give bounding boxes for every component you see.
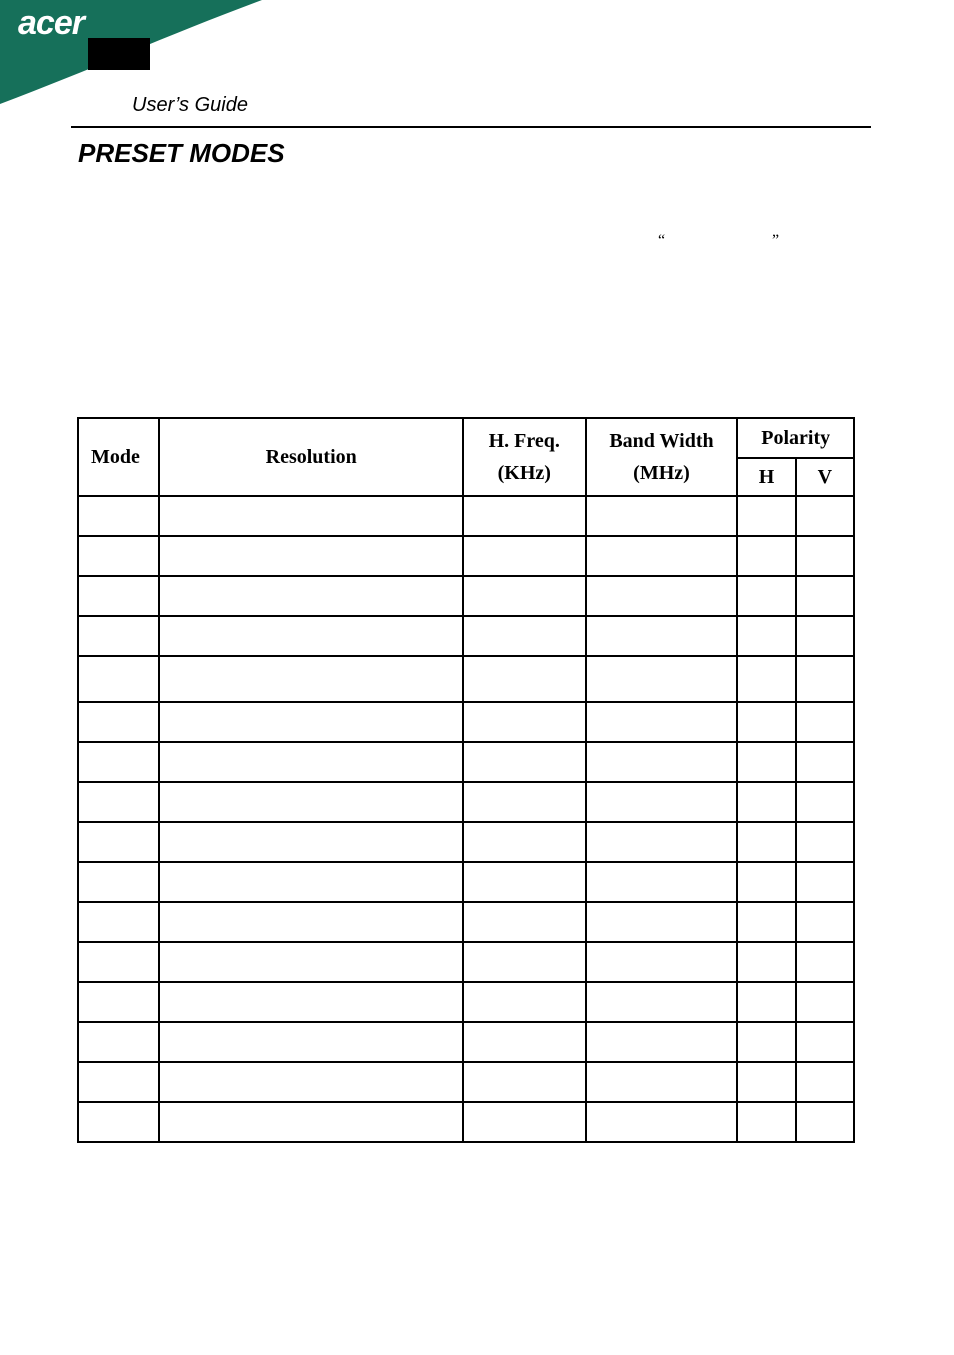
- cell-mode: [78, 496, 159, 536]
- cell-resolution: [159, 616, 463, 656]
- cell-mode: [78, 782, 159, 822]
- cell-hfreq: [463, 1102, 586, 1142]
- cell-hfreq: [463, 742, 586, 782]
- cell-hfreq: [463, 902, 586, 942]
- cell-bandwidth: [586, 576, 738, 616]
- header-bandwidth: [586, 418, 738, 496]
- page-number-box: [88, 38, 150, 70]
- table-row: [78, 1062, 854, 1102]
- table-row: [78, 782, 854, 822]
- cell-v: [796, 1022, 854, 1062]
- cell-resolution: [159, 702, 463, 742]
- cell-mode: [78, 656, 159, 702]
- cell-v: [796, 576, 854, 616]
- header-rule: [71, 126, 871, 128]
- cell-resolution: [159, 656, 463, 702]
- cell-mode: [78, 862, 159, 902]
- cell-bandwidth: [586, 982, 738, 1022]
- cell-resolution: [159, 862, 463, 902]
- cell-v: [796, 656, 854, 702]
- header-resolution: Resolution: [159, 418, 463, 496]
- cell-mode: [78, 1062, 159, 1102]
- cell-hfreq: [463, 616, 586, 656]
- guide-label: User’s Guide: [132, 94, 248, 116]
- cell-bandwidth: [586, 616, 738, 656]
- cell-h: [737, 1062, 795, 1102]
- table-row: [78, 742, 854, 782]
- quote-open: “: [658, 232, 666, 249]
- cell-hfreq: [463, 782, 586, 822]
- table-row: [78, 656, 854, 702]
- cell-v: [796, 536, 854, 576]
- cell-mode: [78, 902, 159, 942]
- table-body: [78, 496, 854, 1142]
- cell-v: [796, 782, 854, 822]
- cell-h: [737, 742, 795, 782]
- header-bandwidth-line1: Band Width: [609, 430, 714, 452]
- cell-resolution: [159, 982, 463, 1022]
- cell-resolution: [159, 536, 463, 576]
- cell-h: [737, 982, 795, 1022]
- cell-hfreq: [463, 576, 586, 616]
- cell-bandwidth: [586, 742, 738, 782]
- cell-bandwidth: [586, 656, 738, 702]
- header-hfreq-line2: (KHz): [497, 462, 551, 484]
- cell-bandwidth: [586, 536, 738, 576]
- cell-mode: [78, 702, 159, 742]
- header-polarity-h: H: [737, 458, 795, 496]
- cell-h: [737, 702, 795, 742]
- cell-hfreq: [463, 942, 586, 982]
- table-row: [78, 496, 854, 536]
- cell-v: [796, 1062, 854, 1102]
- cell-h: [737, 656, 795, 702]
- cell-h: [737, 616, 795, 656]
- table-row: [78, 942, 854, 982]
- cell-bandwidth: [586, 1022, 738, 1062]
- cell-v: [796, 1102, 854, 1142]
- cell-resolution: [159, 782, 463, 822]
- cell-mode: [78, 1022, 159, 1062]
- table-row: [78, 862, 854, 902]
- cell-hfreq: [463, 656, 586, 702]
- cell-mode: [78, 822, 159, 862]
- cell-mode: [78, 536, 159, 576]
- cell-h: [737, 576, 795, 616]
- header-polarity-v: V: [796, 458, 854, 496]
- table-row: [78, 616, 854, 656]
- cell-bandwidth: [586, 942, 738, 982]
- header-mode: Mode: [78, 418, 159, 496]
- cell-bandwidth: [586, 702, 738, 742]
- cell-h: [737, 782, 795, 822]
- cell-hfreq: [463, 822, 586, 862]
- table-row: [78, 822, 854, 862]
- header-band: [0, 0, 954, 120]
- cell-h: [737, 1022, 795, 1062]
- table-row: [78, 1102, 854, 1142]
- cell-mode: [78, 742, 159, 782]
- cell-h: [737, 496, 795, 536]
- header-hfreq-line1: H. Freq.: [488, 430, 560, 452]
- table-row: [78, 902, 854, 942]
- table-row: [78, 982, 854, 1022]
- cell-v: [796, 822, 854, 862]
- cell-hfreq: [463, 496, 586, 536]
- cell-bandwidth: [586, 496, 738, 536]
- cell-hfreq: [463, 702, 586, 742]
- cell-h: [737, 822, 795, 862]
- cell-mode: [78, 942, 159, 982]
- section-title: PRESET MODES: [78, 138, 285, 168]
- cell-bandwidth: [586, 822, 738, 862]
- cell-resolution: [159, 1102, 463, 1142]
- cell-hfreq: [463, 1022, 586, 1062]
- cell-h: [737, 1102, 795, 1142]
- cell-mode: [78, 1102, 159, 1142]
- cell-bandwidth: [586, 1102, 738, 1142]
- cell-mode: [78, 616, 159, 656]
- cell-resolution: [159, 942, 463, 982]
- cell-v: [796, 982, 854, 1022]
- cell-hfreq: [463, 982, 586, 1022]
- cell-hfreq: [463, 536, 586, 576]
- cell-resolution: [159, 902, 463, 942]
- cell-bandwidth: [586, 862, 738, 902]
- cell-resolution: [159, 576, 463, 616]
- acer-logo: acer: [18, 4, 84, 42]
- table-row: [78, 536, 854, 576]
- table-row: [78, 1022, 854, 1062]
- cell-v: [796, 702, 854, 742]
- table-row: [78, 702, 854, 742]
- quote-close: ”: [772, 232, 780, 249]
- cell-hfreq: [463, 1062, 586, 1102]
- cell-h: [737, 862, 795, 902]
- cell-h: [737, 536, 795, 576]
- cell-hfreq: [463, 862, 586, 902]
- cell-v: [796, 616, 854, 656]
- cell-mode: [78, 576, 159, 616]
- header-bandwidth-line2: (MHz): [633, 462, 690, 484]
- table-row: [78, 576, 854, 616]
- header-polarity: Polarity: [737, 418, 854, 458]
- cell-h: [737, 942, 795, 982]
- cell-h: [737, 902, 795, 942]
- cell-mode: [78, 982, 159, 1022]
- cell-resolution: [159, 496, 463, 536]
- cell-bandwidth: [586, 902, 738, 942]
- cell-resolution: [159, 822, 463, 862]
- cell-resolution: [159, 1062, 463, 1102]
- cell-resolution: [159, 742, 463, 782]
- cell-v: [796, 942, 854, 982]
- cell-bandwidth: [586, 1062, 738, 1102]
- cell-v: [796, 902, 854, 942]
- cell-v: [796, 742, 854, 782]
- cell-bandwidth: [586, 782, 738, 822]
- cell-resolution: [159, 1022, 463, 1062]
- header-hfreq: [463, 418, 586, 496]
- cell-v: [796, 862, 854, 902]
- cell-v: [796, 496, 854, 536]
- preset-modes-table: [77, 417, 855, 1143]
